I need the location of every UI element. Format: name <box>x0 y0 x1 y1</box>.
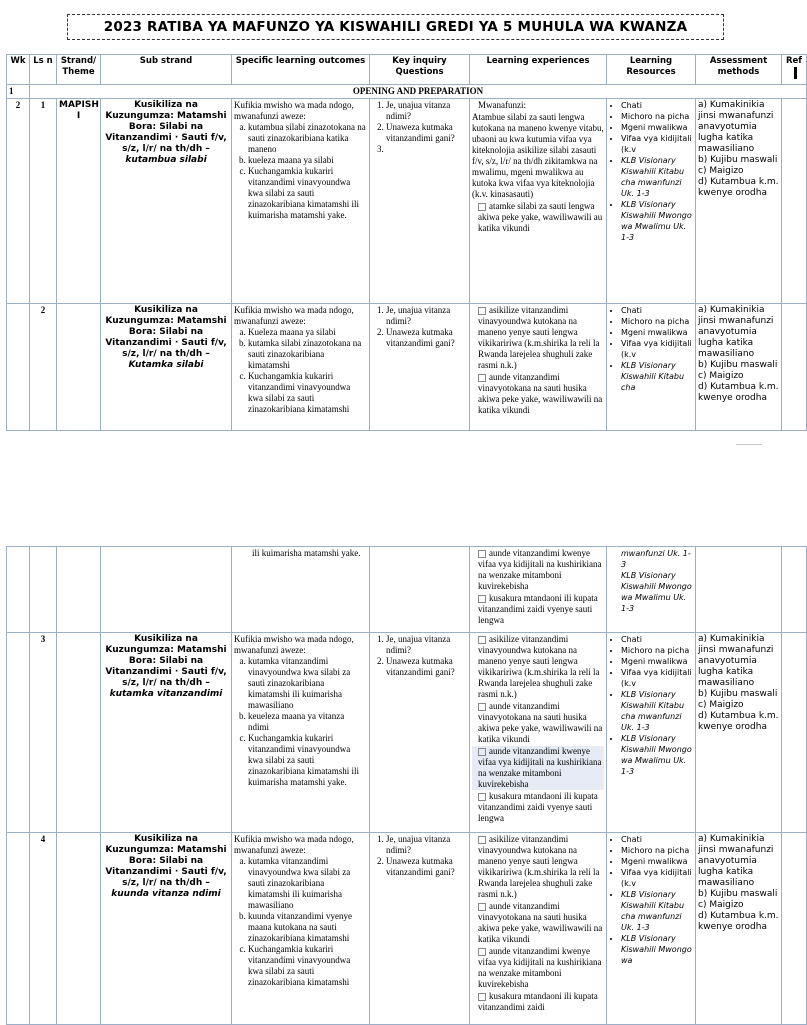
document-title: 2023 RATIBA YA MAFUNZO YA KISWAHILI GREDI YA 5 MUHULA WA KWANZA <box>67 14 724 40</box>
outcome-item: b. kueleza maana ya silabi <box>248 155 367 166</box>
strand-cell: MAPISH I <box>57 99 101 304</box>
resource-item: • Michoro na picha <box>621 111 693 122</box>
checkbox-icon <box>478 748 486 756</box>
resource-item: • Mgeni mwalikwa <box>621 327 693 338</box>
outcome-item: b. kutamka silabi zinazotokana na sauti zinazokaribiana kimatamshi <box>248 338 367 371</box>
resource-item: • Vifaa vya kidijitali (k.v <box>621 133 693 155</box>
assessment-cell <box>696 304 782 431</box>
outcome-item: c. Kuchangamkia kukariri vitanzandimi vinavyoundwa kwa silabi za sauti zinazokaribiana kimatamshi <box>248 944 367 988</box>
lesson-cell: 3 <box>30 633 57 833</box>
resource-item: • KLB Visionary Kiswahili Mwongo wa Mwalimu Uk. 1-3 <box>621 733 693 777</box>
resources-cell <box>607 99 696 304</box>
checkbox-icon <box>478 595 486 603</box>
checkbox-icon <box>478 636 486 644</box>
resource-item: • Michoro na picha <box>621 316 693 327</box>
experience-item: asikilize vitanzandimi vinavyoundwa kutokana na maneno yenye sauti lengwa vikikaririwa (k.m.shirika la reli la Rwanda larejelea shughuli zake rasmi n.k.) <box>478 305 600 370</box>
assessment-cell <box>696 833 782 1025</box>
outcome-item: a. kutamka vitanzandimi vinavyoundwa kwa silabi za sauti zinazokaribiana kimatamshi ili kuimarisha mawasiliano <box>248 656 367 711</box>
resource-item: • Michoro na picha <box>621 645 693 656</box>
checkbox-icon <box>478 993 486 1001</box>
question-item: 1. Je, unajua vitanza ndimi? <box>386 634 467 656</box>
assessment-cell <box>696 99 782 304</box>
header-ref: Ref <box>782 55 807 85</box>
header-questions: Key inquiry Questions <box>370 55 470 85</box>
strand-cell <box>57 304 101 431</box>
assessment-item: d) Kutambua k.m. kwenye orodha <box>698 911 779 932</box>
questions-cell <box>370 833 470 1025</box>
header-row <box>7 55 807 85</box>
scheme-table-page-2 <box>6 546 807 1025</box>
header-outcomes: Specific learning outcomes <box>232 55 370 85</box>
resource-item: • KLB Visionary Kiswahili Kitabu cha <box>621 360 693 393</box>
outcomes-intro: Kufikia mwisho wa mada ndogo, mwanafunzi aweze: <box>234 634 354 655</box>
substrand-text: Kusikiliza na Kuzungumza: Matamshi Bora: Silabi na Vitanzandimi · Sauti f/v, s/z, l/r/ na th/dh – <box>105 834 227 888</box>
assessment-item: d) Kutambua k.m. kwenye orodha <box>698 711 779 732</box>
question-item: 2. Unaweza kutmaka vitanzandimi gani? <box>386 856 467 878</box>
experience-item: aunde vitanzandimi vinavyotokana na sauti husika akiwa peke yake, wawiliwawili na katika vikundi <box>478 701 603 744</box>
question-item: 2. Unaweza kutmaka vitanzandimi gani? <box>386 656 467 678</box>
section-number: 1 <box>7 85 30 99</box>
experience-item: aunde vitanzandimi vinavyotokana na sauti husika akiwa peke yake, wawiliwawili na katika vikundi <box>478 901 603 944</box>
outcome-item: b. keueleza maana ya vitanza ndimi <box>248 711 367 733</box>
outcome-item: a. kutambua silabi zinazotokana na sauti zinazokaribiana katika maneno <box>248 122 367 155</box>
questions-cell <box>370 304 470 431</box>
checkbox-icon <box>478 836 486 844</box>
resources-cell <box>607 633 696 833</box>
assessment-item: d) Kutambua k.m. kwenye orodha <box>698 382 779 403</box>
week-cell: 2 <box>7 99 30 304</box>
outcomes-intro: Kufikia mwisho wa mada ndogo, mwanafunzi aweze: <box>234 834 354 855</box>
outcomes-cell <box>232 99 370 304</box>
header-strand: Strand/ Theme <box>57 55 101 85</box>
table-row <box>7 547 807 633</box>
assessment-item: c) Maigizo <box>698 166 744 176</box>
substrand-cell <box>101 633 232 833</box>
experiences-cell <box>470 833 607 1025</box>
resource-item: • KLB Visionary Kiswahili Mwongo wa <box>621 933 693 966</box>
document-page-1 <box>0 0 802 430</box>
outcomes-cell <box>232 633 370 833</box>
assessment-item: d) Kutambua k.m. kwenye orodha <box>698 177 779 198</box>
checkbox-icon <box>478 703 486 711</box>
outcome-item: c. Kuchangamkia kukariri vitanzandimi vinavyoundwa kwa silabi za sauti zinazokaribiana kimatamshi ili kuimarisha matamshi yake. <box>248 733 367 788</box>
outcomes-cell <box>232 833 370 1025</box>
experience-intro: Mwanafunzi: <box>478 100 526 110</box>
assessment-item: b) Kujibu maswali <box>698 889 778 899</box>
header-experiences: Learning experiences <box>470 55 607 85</box>
assessment-item: a) Kumakinikia jinsi mwanafunzi anavyotumia lugha katika mawasiliano <box>698 100 774 154</box>
resources-cell <box>607 304 696 431</box>
substrand-cell <box>101 833 232 1025</box>
experience-item: atamke silabi za sauti lengwa akiwa peke yake, wawiliwawili au katika vikundi <box>478 201 603 233</box>
substrand-text: Kusikiliza na Kuzungumza: Matamshi Bora: Silabi na Vitanzandimi · Sauti f/v, s/z, l/r/ na th/dh – <box>105 305 227 359</box>
experiences-cell <box>470 304 607 431</box>
outcome-item: a. Kueleza maana ya silabi <box>248 327 367 338</box>
experience-item: kusakura mtandaoni ili kupata vitanzandimi zaidi vyenye sauti lengwa <box>478 791 598 823</box>
resources-cell <box>607 833 696 1025</box>
assessment-item: a) Kumakinikia jinsi mwanafunzi anavyotumia lugha katika mawasiliano <box>698 305 774 359</box>
experience-item: aunde vitanzandimi kwenye vifaa vya kidijitali na kushirikiana na wenzake mitamboni kuvirekebisha <box>472 746 604 790</box>
checkbox-icon <box>478 948 486 956</box>
lesson-cell: 2 <box>30 304 57 431</box>
assessment-item: a) Kumakinikia jinsi mwanafunzi anavyotumia lugha katika mawasiliano <box>698 634 774 688</box>
experience-item: kusakura mtandaoni ili kupata vitanzandimi zaidi vyenye sauti lengwa <box>478 593 598 625</box>
question-item: 1. Je, unajua vitanza ndimi? <box>386 305 467 327</box>
checkbox-icon <box>478 374 486 382</box>
substrand-text: Kusikiliza na Kuzungumza: Matamshi Bora: Silabi na Vitanzandimi · Sauti f/v, s/z, l/r/ na th/dh – <box>105 634 227 688</box>
header-resources: Learning Resources <box>607 55 696 85</box>
header-substrand: Sub strand <box>101 55 232 85</box>
checkbox-icon <box>478 550 486 558</box>
ref-cell <box>782 304 807 431</box>
outcome-item: c. Kuchangamkia kukariri vitanzandimi vinavyoundwa kwa silabi za sauti zinazokaribiana kimatamshi ili kuimarisha matamshi yake. <box>248 166 367 221</box>
resource-item: • Chati <box>621 634 693 645</box>
resource-item: • KLB Visionary Kiswahili Kitabu cha mwanfunzi Uk. 1-3 <box>621 155 693 199</box>
resource-item: mwanfunzi Uk. 1-3 <box>621 549 691 569</box>
resource-item: • KLB Visionary Kiswahili Mwongo wa Mwalimu Uk. 1-3 <box>621 199 693 243</box>
outcome-item: b. kuunda vitanzandimi vyenye maana kutokana na sauti zinazokaribiana kimatamshi <box>248 911 367 944</box>
substrand-text: Kusikiliza na Kuzungumza: Matamshi Bora: Silabi na Vitanzandimi · Sauti f/v, s/z, l/r/ na th/dh – <box>105 100 227 154</box>
resource-item: • Chati <box>621 834 693 845</box>
experience-item: aunde vitanzandimi kwenye vifaa vya kidijitali na kushirikiana na wenzake mitamboni kuvirekebisha <box>478 548 602 591</box>
question-item: 2. Unaweza kutmaka vitanzandimi gani? <box>386 327 467 349</box>
header-assessment: Assessment methods <box>696 55 782 85</box>
substrand-focus: kuunda vitanza ndimi <box>111 889 221 899</box>
experience-item: asikilize vitanzandimi vinavyoundwa kutokana na maneno yenye sauti lengwa vikikaririwa (k.m.shirika la reli la Rwanda larejelea shughuli zake rasmi n.k.) <box>478 834 600 899</box>
resource-item: • KLB Visionary Kiswahili Kitabu cha mwanfunzi Uk. 1-3 <box>621 689 693 733</box>
assessment-item: c) Maigizo <box>698 371 744 381</box>
resource-item: • Chati <box>621 305 693 316</box>
resource-item: KLB Visionary Kiswahili Mwongo wa Mwalimu Uk. 1-3 <box>621 571 692 613</box>
substrand-focus: kutamka vitanzandimi <box>109 689 223 699</box>
question-item <box>386 144 467 155</box>
table-row <box>7 833 807 1025</box>
outcomes-intro: Kufikia mwisho wa mada ndogo, mwanafunzi aweze: <box>234 100 354 121</box>
checkbox-icon <box>478 203 486 211</box>
scheme-table-page-1 <box>6 54 807 431</box>
resource-item: • Mgeni mwalikwa <box>621 656 693 667</box>
question-item: 1. Je, unajua vitanza ndimi? <box>386 100 467 122</box>
ref-cell <box>782 99 807 304</box>
outcomes-intro: Kufikia mwisho wa mada ndogo, mwanafunzi aweze: <box>234 305 354 326</box>
questions-cell <box>370 99 470 304</box>
experiences-cell <box>470 547 607 633</box>
outcome-item: c. Kuchangamkia kukariri vitanzandimi vinavyoundwa kwa silabi za sauti zinazokaribiana kimatamshi <box>248 371 367 415</box>
document-page-2 <box>0 546 779 1024</box>
outcome-item: a. kutamka vitanzandimi vinavyoundwa kwa silabi za sauti zinazokaribiana kimatamshi ili kuimarisha mawasiliano <box>248 856 367 911</box>
section-row <box>7 85 807 99</box>
question-item: 2. Unaweza kutmaka vitanzandimi gani? <box>386 122 467 144</box>
outcomes-cell: ili kuimarisha matamshi yake. <box>232 547 370 633</box>
resource-item: • Chati <box>621 100 693 111</box>
assessment-item: c) Maigizo <box>698 900 744 910</box>
resource-item: • Vifaa vya kidijitali (k.v <box>621 338 693 360</box>
substrand-cell <box>101 304 232 431</box>
resources-cell <box>607 547 696 633</box>
assessment-item: b) Kujibu maswali <box>698 689 778 699</box>
header-lesson: Ls n <box>30 55 57 85</box>
assessment-item: b) Kujibu maswali <box>698 155 778 165</box>
week-cell <box>7 304 30 431</box>
resource-item: • Vifaa vya kidijitali (k.v <box>621 867 693 889</box>
table-row <box>7 633 807 833</box>
assessment-item: b) Kujibu maswali <box>698 360 778 370</box>
experience-item: asikilize vitanzandimi vinavyoundwa kutokana na maneno yenye sauti lengwa vikikaririwa (k.m.shirika la reli la Rwanda larejelea shughuli zake rasmi n.k.) <box>478 634 600 699</box>
assessment-cell <box>696 633 782 833</box>
resource-item: • Vifaa vya kidijitali (k.v <box>621 667 693 689</box>
questions-cell <box>370 633 470 833</box>
checkbox-icon <box>478 903 486 911</box>
experience-item: aunde vitanzandimi kwenye vifaa vya kidijitali na kushirikiana na wenzake mitamboni kuvirekebisha <box>478 946 602 989</box>
assessment-item: c) Maigizo <box>698 700 744 710</box>
question-item: 1. Je, unajua vitanza ndimi? <box>386 834 467 856</box>
outcomes-cell <box>232 304 370 431</box>
table-row <box>7 304 807 431</box>
experiences-cell <box>470 99 607 304</box>
substrand-focus: kutambua silabi <box>125 155 207 165</box>
resource-item: • Mgeni mwalikwa <box>621 122 693 133</box>
header-wk: Wk <box>7 55 30 85</box>
experience-item: kusakura mtandaoni ili kupata vitanzandimi zaidi <box>478 991 598 1012</box>
experience-item: aunde vitanzandimi vinavyotokana na sauti husika akiwa peke yake, wawiliwawili na katika vikundi <box>478 372 603 415</box>
resource-item: • KLB Visionary Kiswahili Kitabu cha mwanfunzi Uk. 1-3 <box>621 889 693 933</box>
resource-item: • Mgeni mwalikwa <box>621 856 693 867</box>
checkbox-icon <box>478 307 486 315</box>
experience-item: Atambue silabi za sauti lengwa kutokana na maneno kwenye vitabu, ubaoni au kwa kutumia vifaa vya kiteknolojia asikilize silabi zasauti f/v, s/z, l/r/ na th/dh zikitamkwa na mwalimu, mgeni mwalikwa au kutoka kwa vifaa vya kiteknolojia (k.v. kinasasauti) <box>472 112 604 199</box>
checkbox-icon <box>478 793 486 801</box>
substrand-focus: Kutamka silabi <box>128 360 204 370</box>
assessment-item: a) Kumakinikia jinsi mwanafunzi anavyotumia lugha katika mawasiliano <box>698 834 774 888</box>
resource-item: • Michoro na picha <box>621 845 693 856</box>
substrand-cell <box>101 99 232 304</box>
page-divider <box>736 444 762 445</box>
lesson-cell: 4 <box>30 833 57 1025</box>
section-label: OPENING AND PREPARATION <box>30 85 807 99</box>
table-row <box>7 99 807 304</box>
lesson-cell: 1 <box>30 99 57 304</box>
experiences-cell <box>470 633 607 833</box>
